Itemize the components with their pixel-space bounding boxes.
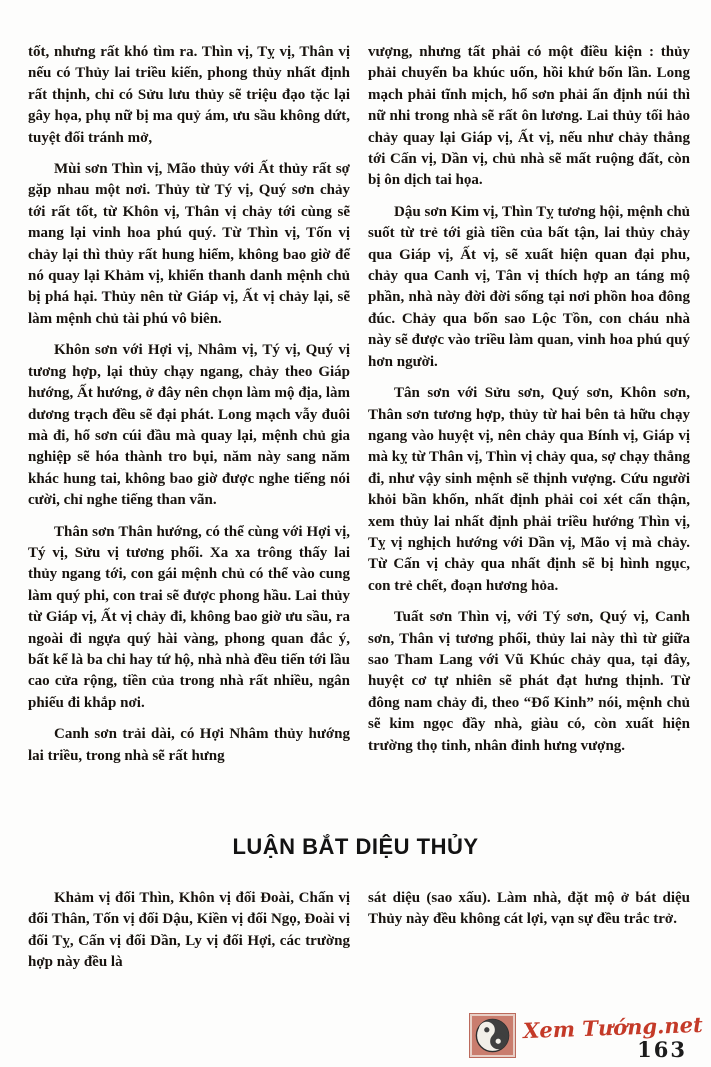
main-text-columns (28, 42, 690, 777)
paragraph: tốt, nhưng rất khó tìm ra. Thìn vị, Tỵ vị, Thân vị nếu có Thủy lai triều kiến, phong thủy nhất định rất thịnh, chỉ có Sửu lưu thủy sẽ triệu đạo tặc lại gây họa, phụ nữ bị ma quỷ ám, ưu sầu không dứt, tuyệt đối tránh mở, (28, 44, 350, 146)
paragraph: Khôn sơn với Hợi vị, Nhâm vị, Tý vị, Quý vị tương hợp, lại thủy chạy ngang, chảy theo Giáp hướng, Ất hướng, ở đây nên chọn làm mộ địa, làm dương trạch đều sẽ đại phát. Long mạch vẫy đuôi mà đi, hổ sơn cúi đầu mà quay lại, mệnh chủ gia nghiệp sẽ hóa thành tro bụi, năm này sang năm khác hung tai, không bao giờ được nghe tiếng nói cười, chỉ nghe tiếng than vãn. (28, 342, 350, 509)
paragraph: Thân sơn Thân hướng, có thể cùng với Hợi vị, Tý vị, Sửu vị tương phối. Xa xa trông thấy lai thủy ngang tới, con gái mệnh chủ có thể vào cung làm quý phi, con trai sẽ được phong hầu. Lai thủy từ Giáp vị, Ất vị chảy đi, không bao giờ ưu sầu, ra ngoài đi ngựa quý hài vàng, phong quan đắc ý, bất kể là ba chi hay tứ hộ, nhà nhà đều tiến tới lầu cao cửa rộng, tiền của trong nhà rất nhiều, ngân phiếu đi khắp nơi. (28, 523, 350, 711)
paragraph: Dậu sơn Kim vị, Thìn Tỵ tương hội, mệnh chủ suốt từ trẻ tới già tiền của bất tận, lai thủy chảy qua Giáp vị, Ất vị, sẽ xuất hiện quan đại phu, chảy qua Canh vị, Tân vị thích hợp an táng mộ phần, nhà này đời đời sống tại nơi phồn hoa đông đúc. Chảy qua bốn sao Lộc Tồn, con cháu nhà này sẽ được vào triều làm quan, vinh hoa phú quý hơn người. (368, 203, 690, 370)
section-right-column (368, 888, 690, 984)
section-left-column (28, 888, 350, 984)
paragraph: sát diệu (sao xấu). Làm nhà, đặt mộ ở bát diệu Thủy này đều không cát lợi, vạn sự đều trắc trở. (368, 890, 690, 928)
paragraph: Khảm vị đối Thìn, Khôn vị đối Đoài, Chấn vị đối Thân, Tốn vị đối Dậu, Kiền vị đối Ngọ, Đoài vị đối Tỵ, Cấn vị đối Dần, Ly vị đối Hợi, các trường hợp này đều là (28, 890, 350, 971)
footer-watermark (469, 1013, 703, 1062)
paragraph: Tân sơn với Sửu sơn, Quý sơn, Khôn sơn, Thân sơn tương hợp, thủy từ hai bên tả hữu chạy ngang vào huyệt vị, nên chảy qua Bính vị, Giáp vị mà kỵ từ Thân vị, Thìn vị chảy qua, sợ chạy thẳng đi, như vậy sinh mệnh sẽ thịnh vượng. Cứu người khỏi bần khốn, nhất định phải coi xét cẩn thận, xem thủy lai nhất định phải triều hướng Thìn vị, Tỵ vị nghịch hướng với Dần vị, Mão vị mà chảy. Từ Cấn vị chảy qua nhất định sẽ bị hình ngục, con trẻ chết, đoạn hương hỏa. (368, 385, 690, 594)
left-column (28, 42, 350, 777)
yin-yang-icon (469, 1013, 516, 1058)
brand-name: Xem Tướng.net (522, 1011, 704, 1044)
page-number: 163 (637, 1037, 687, 1062)
right-column (368, 42, 690, 777)
paragraph: Mùi sơn Thìn vị, Mão thủy với Ất thủy rất sợ gặp nhau một nơi. Thủy từ Tý vị, Quý sơn chảy tới rất tốt, từ Khôn vị, Thân vị chảy tới cùng sẽ mang lại vinh hoa phú quý. Từ Thìn vị, Tốn vị chảy lại thì thủy rất hung hiểm, không bao giờ để nó quay lại Khảm vị, khiến thanh danh mệnh chủ bị phá hại. Thủy nên từ Giáp vị, Ất vị chảy lại, sẽ làm mệnh chủ tài phú vô biên. (28, 161, 350, 327)
xemtuong-logo (469, 1013, 703, 1062)
paragraph: Tuất sơn Thìn vị, với Tý sơn, Quý vị, Canh sơn, Thân vị tương phối, thủy lai này thì từ giữa sao Tham Lang với Vũ Khúc chảy qua, tại đây, huyệt cơ tự nhiên sẽ phát đạt hưng thịnh. Từ đông nam chảy đi, theo “Đổ Kinh” nói, mệnh chủ sẽ kim ngọc đầy nhà, giàu có, còn xuất hiện trường thọ tinh, nhân đinh hưng vượng. (368, 609, 690, 754)
section-text-columns (28, 888, 690, 984)
paragraph: vượng, nhưng tất phải có một điều kiện : thủy phải chuyển ba khúc uốn, hồi khứ bốn lần. Long mạch phải tĩnh mịch, hổ sơn phải ẩn định núi thì nữ nhi trong nhà sẽ rất ôn lương. Lai thủy tối hảo chảy quay lại Giáp vị, Ất vị, nếu như chảy thẳng tới Cấn vị, Dần vị, chủ nhà sẽ mất ruộng đất, còn bị ôn dịch tai họa. (368, 44, 690, 189)
paragraph: Canh sơn trải dài, có Hợi Nhâm thủy hướng lai triều, trong nhà sẽ rất hưng (28, 726, 350, 764)
section-heading: LUẬN BẮT DIỆU THỦY (232, 834, 479, 859)
brand-block (523, 1013, 703, 1062)
